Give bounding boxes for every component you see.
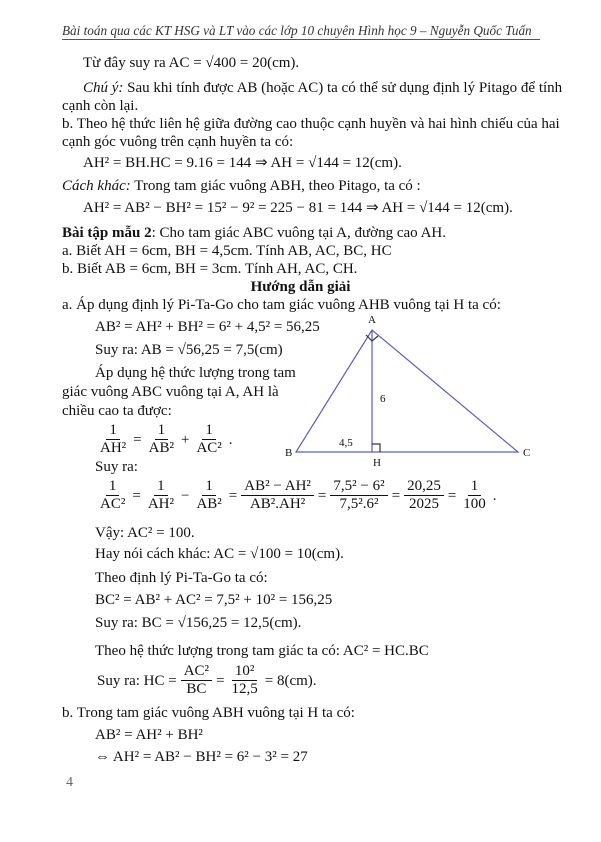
text-line: Áp dụng hệ thức lượng trong tam bbox=[95, 365, 296, 381]
formula: Vậy: AC² = 100. bbox=[95, 525, 195, 541]
text-line: a. Biết AH = 6cm, BH = 4,5cm. Tính AB, AC, BC, HC bbox=[62, 243, 392, 259]
denominator: AH² bbox=[147, 496, 174, 512]
text-line: Theo định lý Pi-Ta-Go ta có: bbox=[95, 570, 268, 586]
vertex-label-b: B bbox=[285, 447, 293, 459]
formula: Hay nói cách khác: AC = √100 = 10(cm). bbox=[95, 546, 344, 562]
text-line: giác vuông ABC vuông tại A, AH là bbox=[62, 384, 279, 400]
equation-1: $\frac{1}{\text{AH²}}$ = $\frac{1}{\text{AB²}}$ + $\frac{1}{\text{AC²}}$ . bbox=[95, 422, 235, 457]
equation-suffix: = 8(cm). bbox=[264, 672, 317, 689]
numerator: 1 bbox=[202, 478, 216, 496]
note-label: Chú ý: bbox=[83, 80, 124, 96]
running-header: Bài toán qua các KT HSG và LT vào các lớp 10 chuyên Hình học 9 – Nguyễn Quốc Tuấn bbox=[62, 23, 532, 38]
triangle-abc bbox=[296, 330, 518, 452]
denominator: BC bbox=[186, 681, 207, 697]
equation-3: Suy ra: HC = $\frac{\text{AC²}}{BC}$ = $\frac{\text{10²}}{12,5}$ = 8(cm). bbox=[97, 663, 317, 697]
numerator: AC² bbox=[181, 663, 212, 681]
alt-label: Cách khác: bbox=[62, 178, 131, 194]
right-angle-mark-h bbox=[372, 444, 380, 452]
formula: AH² = AB² − BH² = 15² − 9² = 225 − 81 = 144 ⇒ AH = √144 = 12(cm). bbox=[83, 200, 513, 216]
denominator: AC² bbox=[196, 440, 222, 456]
formula: AH² = BH.HC = 9.16 = 144 ⇒ AH = √144 = 12(cm). bbox=[83, 155, 402, 171]
formula: BC² = AB² + AC² = 7,5² + 10² = 156,25 bbox=[95, 592, 333, 608]
denominator: AB².AH² bbox=[249, 496, 306, 512]
text-line: b. Biết AB = 6cm, BH = 3cm. Tính AH, AC, CH. bbox=[62, 261, 358, 277]
formula: ⇔ AH² = AB² − BH² = 6² − 3² = 27 bbox=[95, 749, 308, 765]
text-line: a. Áp dụng định lý Pi-Ta-Go cho tam giác vuông AHB vuông tại H ta có: bbox=[62, 297, 501, 313]
formula: AB² = AH² + BH² = 6² + 4,5² = 56,25 bbox=[95, 319, 320, 335]
text-line: b. Trong tam giác vuông ABH vuông tại H ta có: bbox=[62, 705, 355, 721]
vertex-label-a: A bbox=[368, 314, 376, 326]
denominator: AH² bbox=[100, 440, 127, 456]
text-line: Suy ra: bbox=[95, 459, 138, 475]
formula: Suy ra: AB = √56,25 = 7,5(cm) bbox=[95, 342, 283, 358]
denominator: AB² bbox=[148, 440, 174, 456]
text-line: Từ đây suy ra AC = √400 = 20(cm). bbox=[83, 55, 300, 71]
denominator: 7,5².6² bbox=[339, 496, 379, 512]
numerator: 1 bbox=[106, 422, 120, 440]
numerator: 1 bbox=[154, 478, 168, 496]
numerator: 1 bbox=[202, 422, 216, 440]
numerator: 1 bbox=[106, 478, 120, 496]
text-line: Theo hệ thức lượng trong tam giác ta có: AC² = HC.BC bbox=[95, 643, 429, 659]
denominator: AB² bbox=[196, 496, 222, 512]
section-heading: Hướng dẫn giải bbox=[250, 279, 351, 295]
formula: AB² = AH² + BH² bbox=[95, 727, 203, 743]
exercise-text: : Cho tam giác ABC vuông tại A, đường cao AH. bbox=[151, 225, 446, 241]
numerator: 7,5² − 6² bbox=[330, 478, 387, 496]
note-text: Sau khi tính được AB (hoặc AC) ta có thể sử dụng định lý Pitago để tính bbox=[123, 80, 563, 96]
numerator: 20,25 bbox=[404, 478, 444, 496]
denominator: AC² bbox=[100, 496, 126, 512]
formula: Suy ra: BC = √156,25 = 12,5(cm). bbox=[95, 615, 302, 631]
numerator: 1 bbox=[155, 422, 169, 440]
exercise-label: Bài tập mẫu 2 bbox=[62, 225, 152, 241]
denominator: 12,5 bbox=[231, 681, 258, 697]
denominator: 100 bbox=[463, 496, 486, 512]
text-line: chiều cao ta được: bbox=[62, 403, 172, 419]
equation-prefix: Suy ra: HC = bbox=[97, 672, 177, 689]
numerator: 10² bbox=[232, 663, 258, 681]
length-label-ah: 6 bbox=[380, 393, 386, 405]
vertex-label-h: H bbox=[373, 457, 381, 469]
text-line: b. Theo hệ thức liên hệ giữa đường cao thuộc cạnh huyền và hai hình chiếu của hai bbox=[62, 116, 560, 132]
length-label-bh: 4,5 bbox=[339, 437, 353, 449]
vertex-label-c: C bbox=[523, 447, 531, 459]
numerator: 1 bbox=[468, 478, 482, 496]
page-number: 4 bbox=[66, 775, 73, 790]
equation-2: $\frac{1}{\text{AC²}}$ = $\frac{1}{\text{AH²}}$ − $\frac{1}{\text{AB²}}$ = $\frac{\text{AB² − AH²}}{\text{AB².AH²}}$ = $\frac{\text{7,5² − 6²}}{\text{7,5².6²}}$ = $\frac{20,25}{2025}$ = $\frac{1}{100}$ . bbox=[95, 478, 499, 513]
text-line: cạnh còn lại. bbox=[62, 98, 139, 114]
alt-text: Trong tam giác vuông ABH, theo Pitago, ta có : bbox=[130, 178, 421, 194]
numerator: AB² − AH² bbox=[241, 478, 314, 496]
text-line: cạnh góc vuông trên cạnh huyền ta có: bbox=[62, 134, 294, 150]
denominator: 2025 bbox=[408, 496, 439, 512]
